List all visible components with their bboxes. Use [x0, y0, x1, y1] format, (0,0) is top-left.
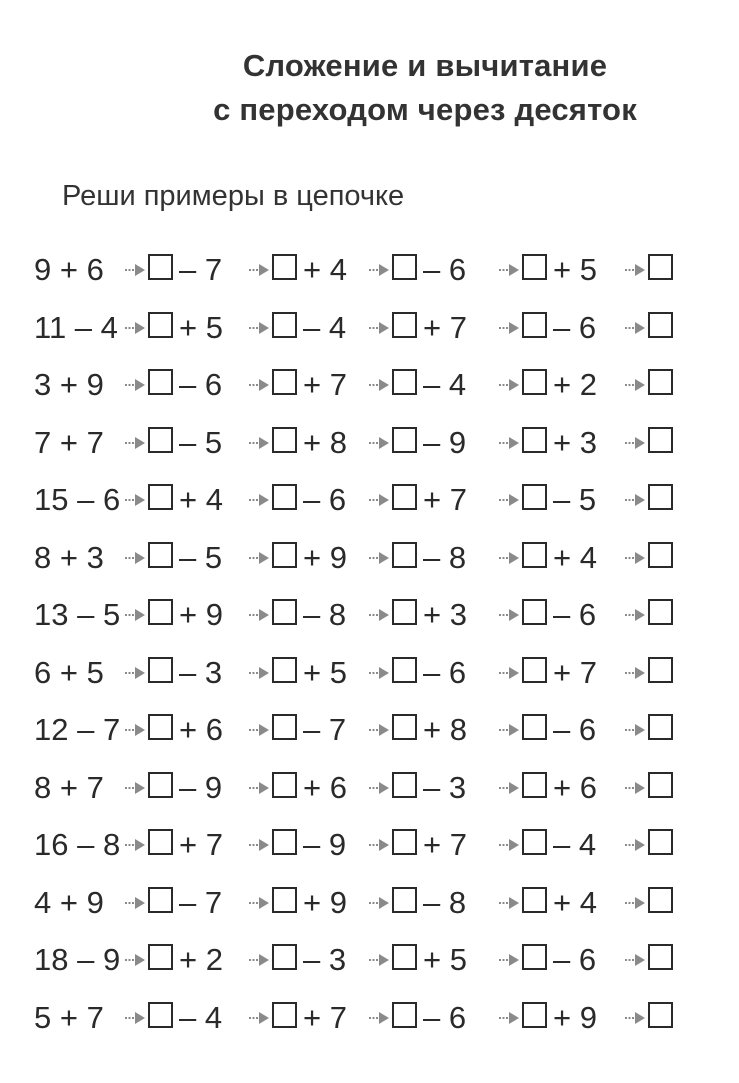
chain-operation: – 5 — [179, 539, 223, 575]
arrow-right-icon — [624, 722, 646, 738]
arrow-right-icon — [624, 435, 646, 451]
chain-operation: – 6 — [423, 999, 467, 1035]
title-line-1: Сложение и вычитание — [242, 48, 608, 83]
chain-row — [0, 883, 739, 923]
arrow-right-icon — [124, 320, 146, 336]
chain-operation: – 7 — [179, 252, 223, 287]
answer-box[interactable] — [392, 254, 417, 280]
chain-operation: + 9 — [179, 597, 223, 632]
arrow-right-icon — [368, 262, 390, 278]
chain-operation: + 7 — [553, 654, 597, 690]
chain-row — [0, 825, 739, 865]
chain-start-expression: 4 + 9 — [34, 884, 104, 920]
arrow-right-icon — [248, 377, 270, 393]
arrow-right-icon — [624, 1010, 646, 1026]
answer-box[interactable] — [272, 599, 297, 625]
arrow-right-icon — [248, 780, 270, 796]
answer-box[interactable] — [522, 254, 547, 280]
answer-box[interactable] — [522, 944, 547, 970]
answer-box[interactable] — [648, 944, 673, 970]
chain-operation: – 6 — [553, 309, 597, 345]
answer-box[interactable] — [148, 312, 173, 338]
arrow-right-icon — [124, 895, 146, 911]
chain-operation: – 6 — [553, 712, 597, 747]
chain-operation: + 4 — [303, 252, 347, 287]
arrow-right-icon — [124, 262, 146, 278]
chain-operation: + 7 — [423, 309, 467, 345]
answer-box[interactable] — [272, 714, 297, 740]
chain-operation: + 4 — [179, 482, 223, 517]
chain-row — [0, 538, 739, 578]
chain-row — [0, 480, 739, 520]
chain-operation: – 6 — [423, 654, 467, 690]
answer-box[interactable] — [148, 427, 173, 453]
chain-start-expression: 7 + 7 — [34, 424, 104, 460]
chain-operation: + 5 — [423, 942, 467, 977]
chain-operation: – 9 — [179, 769, 223, 805]
answer-box[interactable] — [272, 887, 297, 913]
arrow-right-icon — [624, 837, 646, 853]
chain-operation: – 4 — [303, 309, 347, 345]
chain-operation: + 3 — [423, 597, 467, 632]
arrow-right-icon — [368, 780, 390, 796]
chain-operation: + 8 — [423, 712, 467, 747]
arrow-right-icon — [124, 492, 146, 508]
answer-box[interactable] — [148, 369, 173, 395]
arrow-right-icon — [498, 377, 520, 393]
chain-row — [0, 940, 739, 980]
arrow-right-icon — [624, 492, 646, 508]
arrow-right-icon — [248, 1010, 270, 1026]
chain-start-expression: 6 + 5 — [34, 654, 104, 690]
chain-operation: + 7 — [423, 827, 467, 862]
answer-box[interactable] — [648, 254, 673, 280]
answer-box[interactable] — [148, 829, 173, 855]
arrow-right-icon — [368, 377, 390, 393]
chain-operation: – 5 — [179, 424, 223, 460]
chain-start-expression: 3 + 9 — [34, 367, 104, 402]
answer-box[interactable] — [392, 484, 417, 510]
answer-box[interactable] — [272, 1002, 297, 1028]
arrow-right-icon — [368, 607, 390, 623]
arrow-right-icon — [248, 952, 270, 968]
answer-box[interactable] — [148, 484, 173, 510]
arrow-right-icon — [368, 550, 390, 566]
chain-operation: – 3 — [179, 654, 223, 690]
chain-operation: – 6 — [179, 367, 223, 402]
answer-box[interactable] — [272, 944, 297, 970]
answer-box[interactable] — [522, 887, 547, 913]
answer-box[interactable] — [392, 657, 417, 683]
chain-operation: – 6 — [423, 252, 467, 287]
chain-row — [0, 768, 739, 808]
arrow-right-icon — [124, 607, 146, 623]
answer-box[interactable] — [148, 1002, 173, 1028]
answer-box[interactable] — [648, 369, 673, 395]
arrow-right-icon — [624, 780, 646, 796]
answer-box[interactable] — [272, 772, 297, 798]
chain-operation: + 5 — [553, 252, 597, 287]
answer-box[interactable] — [392, 427, 417, 453]
arrow-right-icon — [124, 1010, 146, 1026]
arrow-right-icon — [124, 780, 146, 796]
chain-start-expression: 18 – 9 — [34, 942, 121, 977]
arrow-right-icon — [124, 665, 146, 681]
chain-start-expression: 12 – 7 — [34, 712, 121, 747]
arrow-right-icon — [124, 837, 146, 853]
chain-row — [0, 308, 739, 348]
answer-box[interactable] — [522, 1002, 547, 1028]
chain-start-expression: 9 + 6 — [34, 252, 104, 287]
arrow-right-icon — [368, 1010, 390, 1026]
chain-operation: – 6 — [303, 482, 347, 517]
answer-box[interactable] — [648, 1002, 673, 1028]
answer-box[interactable] — [648, 427, 673, 453]
chain-operation: + 4 — [553, 539, 597, 575]
answer-box[interactable] — [648, 887, 673, 913]
arrow-right-icon — [248, 492, 270, 508]
arrow-right-icon — [248, 435, 270, 451]
answer-box[interactable] — [392, 887, 417, 913]
chain-start-expression: 16 – 8 — [34, 827, 121, 862]
arrow-right-icon — [498, 435, 520, 451]
answer-box[interactable] — [148, 887, 173, 913]
chain-operation: + 5 — [179, 309, 223, 345]
chain-operation: – 9 — [423, 424, 467, 460]
answer-box[interactable] — [522, 829, 547, 855]
chain-operation: – 4 — [553, 827, 597, 862]
chain-operation: + 2 — [179, 942, 223, 977]
chain-start-expression: 8 + 7 — [34, 769, 104, 805]
chain-operation: + 4 — [553, 884, 597, 920]
arrow-right-icon — [248, 895, 270, 911]
arrow-right-icon — [624, 377, 646, 393]
answer-box[interactable] — [648, 829, 673, 855]
arrow-right-icon — [624, 607, 646, 623]
arrow-right-icon — [624, 320, 646, 336]
arrow-right-icon — [248, 607, 270, 623]
answer-box[interactable] — [522, 657, 547, 683]
arrow-right-icon — [498, 722, 520, 738]
chain-row — [0, 595, 739, 635]
arrow-right-icon — [124, 722, 146, 738]
arrow-right-icon — [124, 952, 146, 968]
chain-operation: – 7 — [179, 884, 223, 920]
chain-operation: + 2 — [553, 367, 597, 402]
arrow-right-icon — [624, 550, 646, 566]
answer-box[interactable] — [392, 1002, 417, 1028]
arrow-right-icon — [124, 550, 146, 566]
answer-box[interactable] — [648, 484, 673, 510]
chain-operation: + 6 — [303, 769, 347, 805]
arrow-right-icon — [368, 952, 390, 968]
answer-box[interactable] — [148, 772, 173, 798]
title-line-2: с переходом через десяток — [213, 92, 637, 127]
answer-box[interactable] — [148, 714, 173, 740]
arrow-right-icon — [498, 665, 520, 681]
answer-box[interactable] — [522, 542, 547, 568]
answer-box[interactable] — [392, 829, 417, 855]
arrow-right-icon — [498, 837, 520, 853]
chain-start-expression: 15 – 6 — [34, 482, 121, 517]
chain-operation: + 5 — [303, 654, 347, 690]
arrow-right-icon — [498, 780, 520, 796]
chain-operation: + 9 — [553, 999, 597, 1035]
arrow-right-icon — [498, 550, 520, 566]
chain-operation: – 8 — [423, 539, 467, 575]
answer-box[interactable] — [392, 772, 417, 798]
arrow-right-icon — [624, 952, 646, 968]
arrow-right-icon — [368, 492, 390, 508]
chain-row — [0, 365, 739, 405]
chain-operation: – 3 — [303, 942, 347, 977]
chain-operation: – 6 — [553, 597, 597, 632]
arrow-right-icon — [368, 895, 390, 911]
chain-operation: + 9 — [303, 884, 347, 920]
chain-row — [0, 710, 739, 750]
chain-operation: + 8 — [303, 424, 347, 460]
chain-operation: – 9 — [303, 827, 347, 862]
arrow-right-icon — [368, 665, 390, 681]
arrow-right-icon — [248, 837, 270, 853]
arrow-right-icon — [368, 320, 390, 336]
chain-operation: + 6 — [553, 769, 597, 805]
answer-box[interactable] — [522, 714, 547, 740]
arrow-right-icon — [624, 665, 646, 681]
instruction-text: Реши примеры в цепочке — [62, 180, 405, 212]
arrow-right-icon — [498, 895, 520, 911]
answer-box[interactable] — [648, 714, 673, 740]
answer-box[interactable] — [522, 369, 547, 395]
arrow-right-icon — [248, 320, 270, 336]
arrow-right-icon — [498, 320, 520, 336]
chain-operation: + 7 — [423, 482, 467, 517]
chain-operation: – 6 — [553, 942, 597, 977]
arrow-right-icon — [248, 722, 270, 738]
chain-operation: + 9 — [303, 539, 347, 575]
arrow-right-icon — [498, 492, 520, 508]
chain-operation: + 3 — [553, 424, 597, 460]
arrow-right-icon — [124, 435, 146, 451]
chain-operation: – 3 — [423, 769, 467, 805]
arrow-right-icon — [498, 1010, 520, 1026]
chain-operation: – 8 — [423, 884, 467, 920]
chain-row — [0, 998, 739, 1038]
answer-box[interactable] — [272, 657, 297, 683]
answer-box[interactable] — [272, 484, 297, 510]
arrow-right-icon — [368, 722, 390, 738]
arrow-right-icon — [248, 550, 270, 566]
answer-box[interactable] — [392, 312, 417, 338]
answer-box[interactable] — [392, 542, 417, 568]
chain-operation: – 5 — [553, 482, 597, 517]
chain-row — [0, 653, 739, 693]
arrow-right-icon — [498, 952, 520, 968]
arrow-right-icon — [624, 895, 646, 911]
chain-operation: – 7 — [303, 712, 347, 747]
arrow-right-icon — [498, 262, 520, 278]
chain-start-expression: 11 – 4 — [34, 309, 118, 345]
chain-operation: + 7 — [303, 999, 347, 1035]
answer-box[interactable] — [648, 542, 673, 568]
answer-box[interactable] — [522, 427, 547, 453]
chain-operation: – 4 — [423, 367, 467, 402]
chain-operation: – 8 — [303, 597, 347, 632]
answer-box[interactable] — [272, 312, 297, 338]
answer-box[interactable] — [148, 254, 173, 280]
arrow-right-icon — [248, 262, 270, 278]
answer-box[interactable] — [392, 714, 417, 740]
chain-operation: – 4 — [179, 999, 223, 1035]
answer-box[interactable] — [648, 312, 673, 338]
arrow-right-icon — [368, 837, 390, 853]
answer-box[interactable] — [648, 599, 673, 625]
answer-box[interactable] — [522, 599, 547, 625]
answer-box[interactable] — [648, 772, 673, 798]
answer-box[interactable] — [272, 369, 297, 395]
arrow-right-icon — [248, 665, 270, 681]
arrow-right-icon — [368, 435, 390, 451]
chain-operation: + 7 — [179, 827, 223, 862]
answer-box[interactable] — [272, 254, 297, 280]
chain-row — [0, 250, 739, 290]
answer-box[interactable] — [272, 829, 297, 855]
answer-box[interactable] — [272, 427, 297, 453]
answer-box[interactable] — [148, 657, 173, 683]
answer-box[interactable] — [148, 542, 173, 568]
arrow-right-icon — [124, 377, 146, 393]
arrow-right-icon — [624, 262, 646, 278]
chain-start-expression: 5 + 7 — [34, 999, 104, 1035]
answer-box[interactable] — [272, 542, 297, 568]
chain-operation: + 7 — [303, 367, 347, 402]
answer-box[interactable] — [392, 944, 417, 970]
answer-box[interactable] — [392, 369, 417, 395]
chain-start-expression: 8 + 3 — [34, 539, 104, 575]
chain-start-expression: 13 – 5 — [34, 597, 121, 632]
answer-box[interactable] — [522, 772, 547, 798]
arrow-right-icon — [498, 607, 520, 623]
chain-row — [0, 423, 739, 463]
chain-operation: + 6 — [179, 712, 223, 747]
answer-box[interactable] — [148, 599, 173, 625]
answer-box[interactable] — [648, 657, 673, 683]
answer-box[interactable] — [522, 312, 547, 338]
answer-box[interactable] — [392, 599, 417, 625]
answer-box[interactable] — [148, 944, 173, 970]
answer-box[interactable] — [522, 484, 547, 510]
